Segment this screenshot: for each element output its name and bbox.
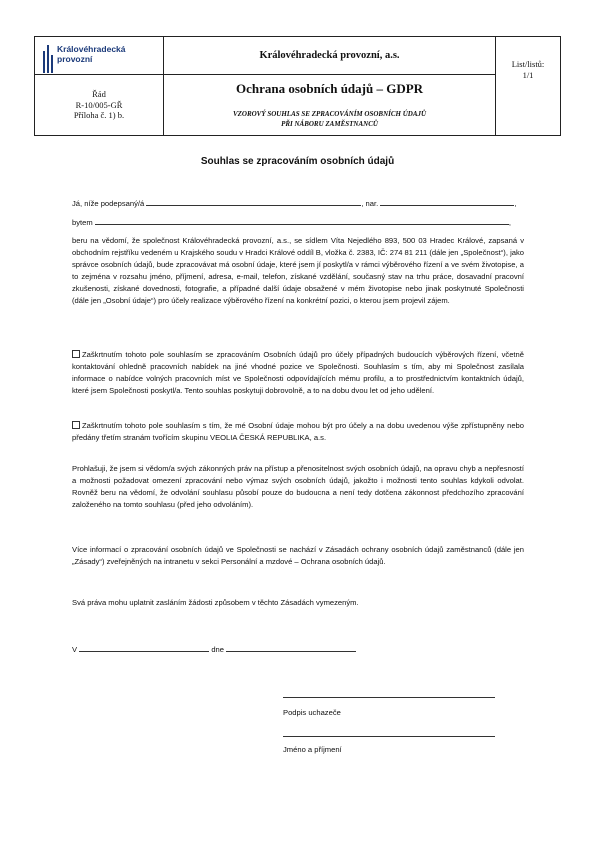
- consent-paragraph-future: Zaškrtnutím tohoto pole souhlasím se zpracováním Osobních údajů pro účely případných budoucích výběrových řízení, včetně kontaktování ohledně pracovních nabídek na jiné vhodné pozice ve Společnosti. Souhlasím s tím, aby mi Společnost zasílala informace o nabídce volných pracovních míst ve Společnosti odpovídajících mému profilu, a to prostřednictvím kontaktních údajů, které jsem Společnosti poskytl/a. Tento souhlas poskytuji dobrovolně, a to na dobu dvou let od jeho udělení.: [72, 350, 524, 396]
- document-header: [34, 36, 561, 136]
- sheet-info: List/listů: 1/1: [496, 37, 561, 136]
- document-title: Souhlas se zpracováním osobních údajů: [200, 156, 395, 167]
- address-line: bytem ,: [72, 218, 511, 227]
- consent-paragraph-main: beru na vědomí, že společnost Královéhradecká provozní, a.s., se sídlem Víta Nejedlého 893, 500 03 Hradec Králové, zapsaná v obchodním rejstříku vedeném u Krajského soudu v Hradci Králové oddíl B, vložka č. 2383, IČ: 274 81 211 (dále jen „Společnost“), jako správce osobních údajů, bude zpracovávat má osobní údaje, které jsem jí poskytl/a v rámci výběrového řízení a ve svém životopise, a to zejména v rozsahu jméno, příjmení, adresa, e-mail, telefon, získané vzdělání, současný stav na trhu práce, dosavadní pracovní zkušenosti, získané dovednosti, fotografie, a případné další údaje obsažené v mém životopise nebo jinak poskytnuté Společnosti (dále jen „Osobní údaje“) pro účely realizace výběrového řízení na konkrétní pozici, o kterou jsem projevil zájem.: [72, 236, 524, 306]
- rights-paragraph: Prohlašuji, že jsem si vědom/a svých zákonných práv na přístup a přenositelnost svých osobních údajů, na opravu chyb a nepřesností a možnosti požadovat omezení zpracování nebo výmaz svých osobních údajů, jakožto i možnosti tento souhlas kdykoli odvolat. Rovněž beru na vědomí, že odvolání souhlasu působí pouze do budoucna a není tedy dotčena zákonnost předchozího zpracování založeného na tomto souhlasu (před jeho odvoláním).: [72, 464, 524, 510]
- signature-label: Podpis uchazeče: [283, 708, 341, 717]
- consent-paragraph-third-party: Zaškrtnutím tohoto pole souhlasím s tím, že mé Osobní údaje mohou být pro účely a na dobu uvedenou výše zpřístupněny nebo předány třetím stranám tvořícím skupinu VEOLIA ČESKÁ REPUBLIKA, a.s.: [72, 421, 524, 443]
- signature-field[interactable]: [283, 697, 495, 698]
- header-subtitle: VZOROVÝ SOUHLAS SE ZPRACOVÁNÍM OSOBNÍCH ÚDAJŮ PŘI NÁBORU ZAMĚSTNANCŮ: [232, 110, 427, 128]
- place-date-line: V dne: [72, 643, 524, 656]
- full-name-field[interactable]: [283, 736, 495, 737]
- info-paragraph: Více informací o zpracování osobních údajů ve Společnosti se nachází v Zásadách ochrany osobních údajů zaměstnanců (dále jen „Zásady“) zveřejněných na intranetu v sekci Personální a mzdové – Ochrana osobních údajů.: [72, 545, 524, 567]
- full-name-label: Jméno a příjmení: [283, 745, 342, 754]
- company-logo-text: Královéhradecká provozní: [57, 44, 126, 64]
- third-party-consent-checkbox[interactable]: [72, 421, 80, 429]
- place-field[interactable]: [79, 643, 209, 652]
- rights-exercise-paragraph: Svá práva mohu uplatnit zasláním žádosti způsobem v těchto Zásadách vymezeným.: [72, 598, 359, 607]
- order-info: Řád R-10/005-GŘ Příloha č. 1) b.: [35, 75, 164, 136]
- header-title: Ochrana osobních údajů – GDPR: [235, 81, 424, 96]
- logo-cell: [35, 37, 164, 75]
- signer-line: Já, níže podepsaný/á , nar. ,: [72, 199, 517, 208]
- date-field[interactable]: [226, 643, 356, 652]
- birthdate-field[interactable]: [380, 197, 514, 206]
- name-field[interactable]: [146, 197, 361, 206]
- title-cell: [164, 75, 496, 136]
- company-logo-icon: [43, 45, 53, 73]
- future-consent-checkbox[interactable]: [72, 350, 80, 358]
- company-name: Královéhradecká provozní, a.s.: [164, 37, 496, 75]
- address-field[interactable]: [95, 216, 509, 225]
